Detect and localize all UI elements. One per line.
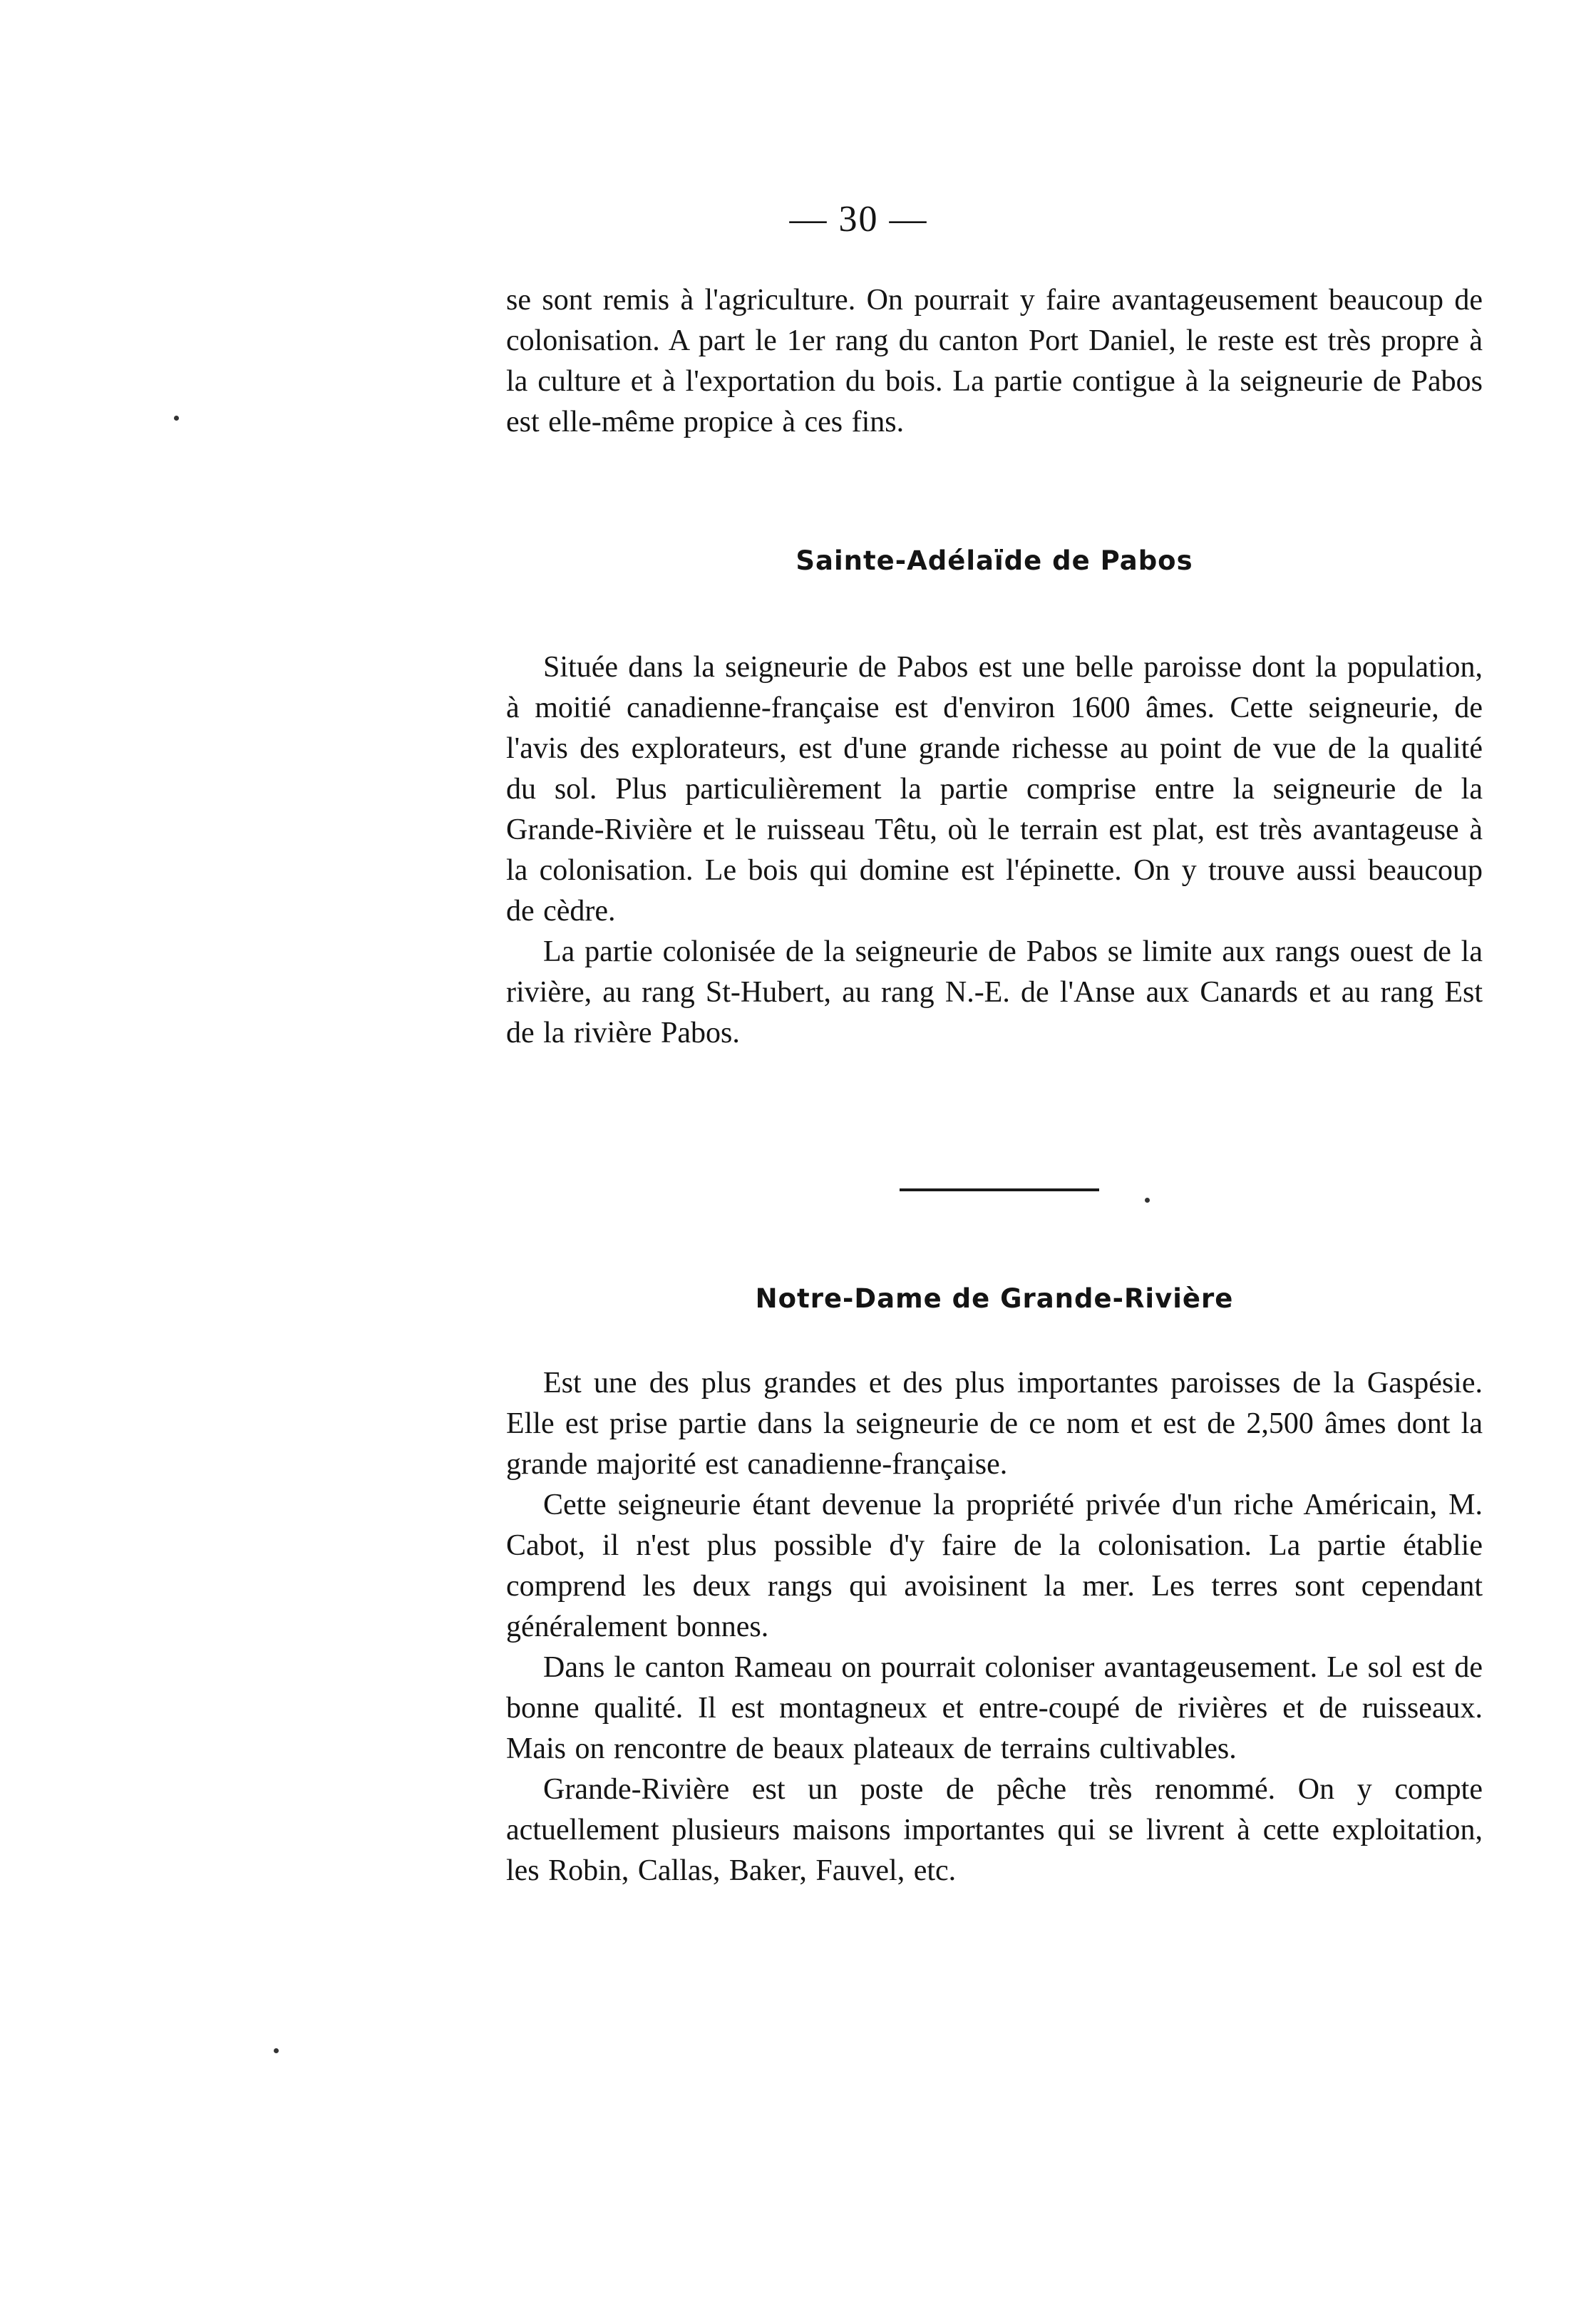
intro-paragraph: se sont remis à l'agriculture. On pourrait y faire avantageusement beaucoup de colonisation. A part le 1er rang du canton Port Daniel, le reste est très propre à la culture et à l'exportation du bois. La partie contigue à la seigneurie de Pabos est elle-même propice à ces fins. [506,284,1483,438]
intro-block [506,280,1483,443]
section-sainte-adelaide [506,647,1483,1054]
paragraph: Dans le canton Rameau on pourrait coloniser avantageusement. Le sol est de bonne qualité. Il est montagneux et entre-coupé de rivières et de ruisseaux. Mais on rencontre de beaux plateaux de terrains cultivables. [506,1651,1483,1765]
paragraph: Grande-Rivière est un poste de pêche très renommé. On y compte actuellement plusieurs maisons importantes qui se livrent à cette exploitation, les Robin, Callas, Baker, Fauvel, etc. [506,1773,1483,1887]
section-divider [900,1188,1099,1191]
ink-speck [274,2048,279,2053]
paragraph: La partie colonisée de la seigneurie de Pabos se limite aux rangs ouest de la rivière, au rang St-Hubert, au rang N.-E. de l'Anse aux Canards et au rang Est de la rivière Pabos. [506,935,1483,1049]
page-number: — 30 — [789,199,928,240]
section-heading-notre-dame: Notre-Dame de Grande-Rivière [755,1283,1234,1314]
ink-speck [174,416,179,421]
paragraph: Cette seigneurie étant devenue la propriété privée d'un riche Américain, M. Cabot, il n'est plus possible d'y faire de la colonisation. La partie établie comprend les deux rangs qui avoisinent la mer. Les terres sont cependant généralement bonnes. [506,1489,1483,1643]
paragraph: Située dans la seigneurie de Pabos est une belle paroisse dont la population, à moitié canadienne-française est d'environ 1600 âmes. Cette seigneurie, de l'avis des explorateurs, est d'une grande richesse au point de vue de la qualité du sol. Plus particulièrement la partie comprise entre la seigneurie de la Grande-Rivière et le ruisseau Têtu, où le terrain est plat, est très avantageuse à la colonisation. Le bois qui domine est l'épinette. On y trouve aussi beaucoup de cèdre. [506,651,1483,928]
paragraph: Est une des plus grandes et des plus importantes paroisses de la Gaspésie. Elle est prise partie dans la seigneurie de ce nom et est de 2,500 âmes dont la grande majorité est canadienne-française. [506,1367,1483,1481]
section-heading-sainte-adelaide: Sainte-Adélaïde de Pabos [796,545,1193,576]
section-notre-dame [506,1363,1483,1891]
ink-speck [1145,1198,1150,1203]
